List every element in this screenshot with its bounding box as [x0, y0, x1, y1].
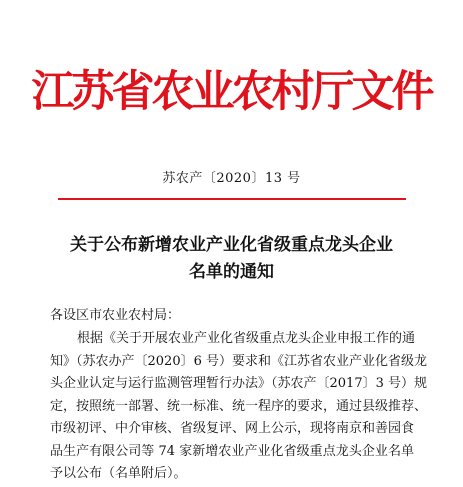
red-separator-rule [58, 198, 406, 200]
document-title [0, 232, 463, 286]
body-line: 品生产有限公司等 74 家新增农业产业化省级重点龙头企业名单 [50, 443, 414, 459]
document-number: 苏农产〔2020〕13 号 [162, 171, 301, 186]
body-line: 予以公布（名单附后）。 [50, 466, 187, 481]
body-line: 定，按照统一部署、统一标准、统一程序的要求，通过县级推荐、 [50, 398, 428, 414]
body-line: 市级初评、中介审核、省级复评、网上公示，现将南京和善园食 [50, 421, 415, 436]
issuer-masthead: 江苏省农业农村厅文件 [31, 67, 432, 117]
title-line: 名单的通知 [189, 262, 274, 282]
body-line: 头企业认定与运行监测管理暂行办法》（苏农产〔2017〕3 号）规 [50, 376, 427, 391]
body-line: 知》（苏农办产〔2020〕6 号）要求和《江苏省农业产业化省级龙 [50, 353, 427, 369]
body-paragraph [50, 328, 428, 486]
body-line: 根据《关于开展农业产业化省级重点龙头企业申报工作的通 [77, 331, 416, 346]
title-line: 关于公布新增农业产业化省级重点龙头企业 [70, 235, 393, 255]
salutation: 各设区市农业农村局： [50, 308, 181, 323]
